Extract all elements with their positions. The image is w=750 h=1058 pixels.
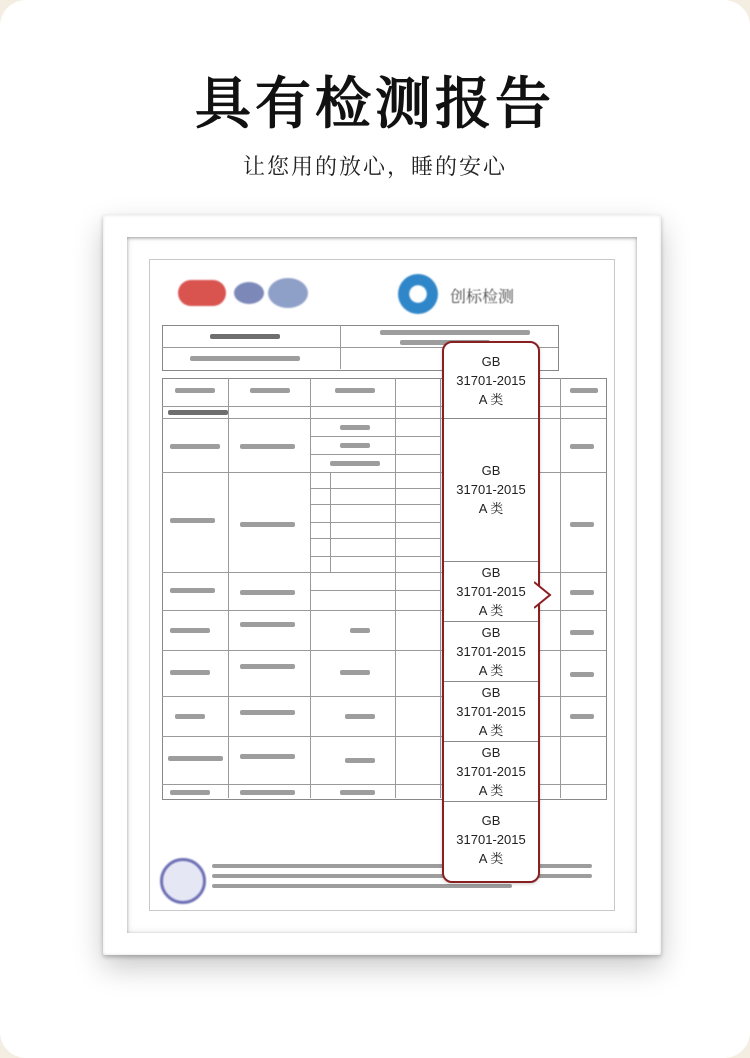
cnas-logo-icon <box>268 278 308 308</box>
standard-number: 31701-2015 <box>456 763 526 779</box>
page-subtitle: 让您用的放心，睡的安心 <box>242 155 507 180</box>
standard-class: A 类 <box>478 392 504 407</box>
callout-divider <box>444 418 538 419</box>
cma-logo-icon <box>178 280 226 306</box>
callout-divider <box>444 621 538 622</box>
standard-number: 31701-2015 <box>456 831 526 847</box>
callout-pointer-icon <box>534 580 552 610</box>
standard-class: A 类 <box>478 782 504 798</box>
standard-class: A 类 <box>478 662 504 678</box>
standard-class: A 类 <box>478 501 504 516</box>
ilac-logo-icon <box>234 282 264 304</box>
standard-cell <box>444 561 538 621</box>
callout-divider <box>444 681 538 682</box>
callout-divider <box>444 561 538 562</box>
standard-code: GB <box>481 624 501 640</box>
frame-mat <box>127 237 637 933</box>
standard-number: 31701-2015 <box>456 643 526 659</box>
standard-number: 31701-2015 <box>456 703 526 719</box>
standard-number: 31701-2015 <box>456 583 526 599</box>
standard-cell <box>444 343 538 418</box>
standard-number: 31701-2015 <box>456 482 526 497</box>
standard-code: GB <box>481 744 501 760</box>
page-title: 具有检测报告 <box>195 72 555 137</box>
standard-class: A 类 <box>478 722 504 738</box>
lab-name: 创标检测 <box>450 287 515 306</box>
standard-code: GB <box>481 354 501 369</box>
standard-cell <box>444 801 538 877</box>
picture-frame <box>103 215 661 955</box>
standard-class: A 类 <box>478 602 504 618</box>
lab-logo-icon <box>398 274 438 314</box>
standard-cell <box>444 621 538 681</box>
callout-divider <box>444 741 538 742</box>
standard-number: 31701-2015 <box>456 373 526 388</box>
callout-divider <box>444 801 538 802</box>
standard-code: GB <box>481 463 501 478</box>
standard-cell <box>444 681 538 741</box>
standard-cell <box>444 741 538 801</box>
standard-callout <box>442 341 540 883</box>
standard-code: GB <box>481 812 501 828</box>
standard-code: GB <box>481 684 501 700</box>
certification-stamp-icon <box>160 858 206 904</box>
standard-class: A 类 <box>478 850 504 866</box>
standard-code: GB <box>481 564 501 580</box>
standard-cell <box>444 418 538 561</box>
